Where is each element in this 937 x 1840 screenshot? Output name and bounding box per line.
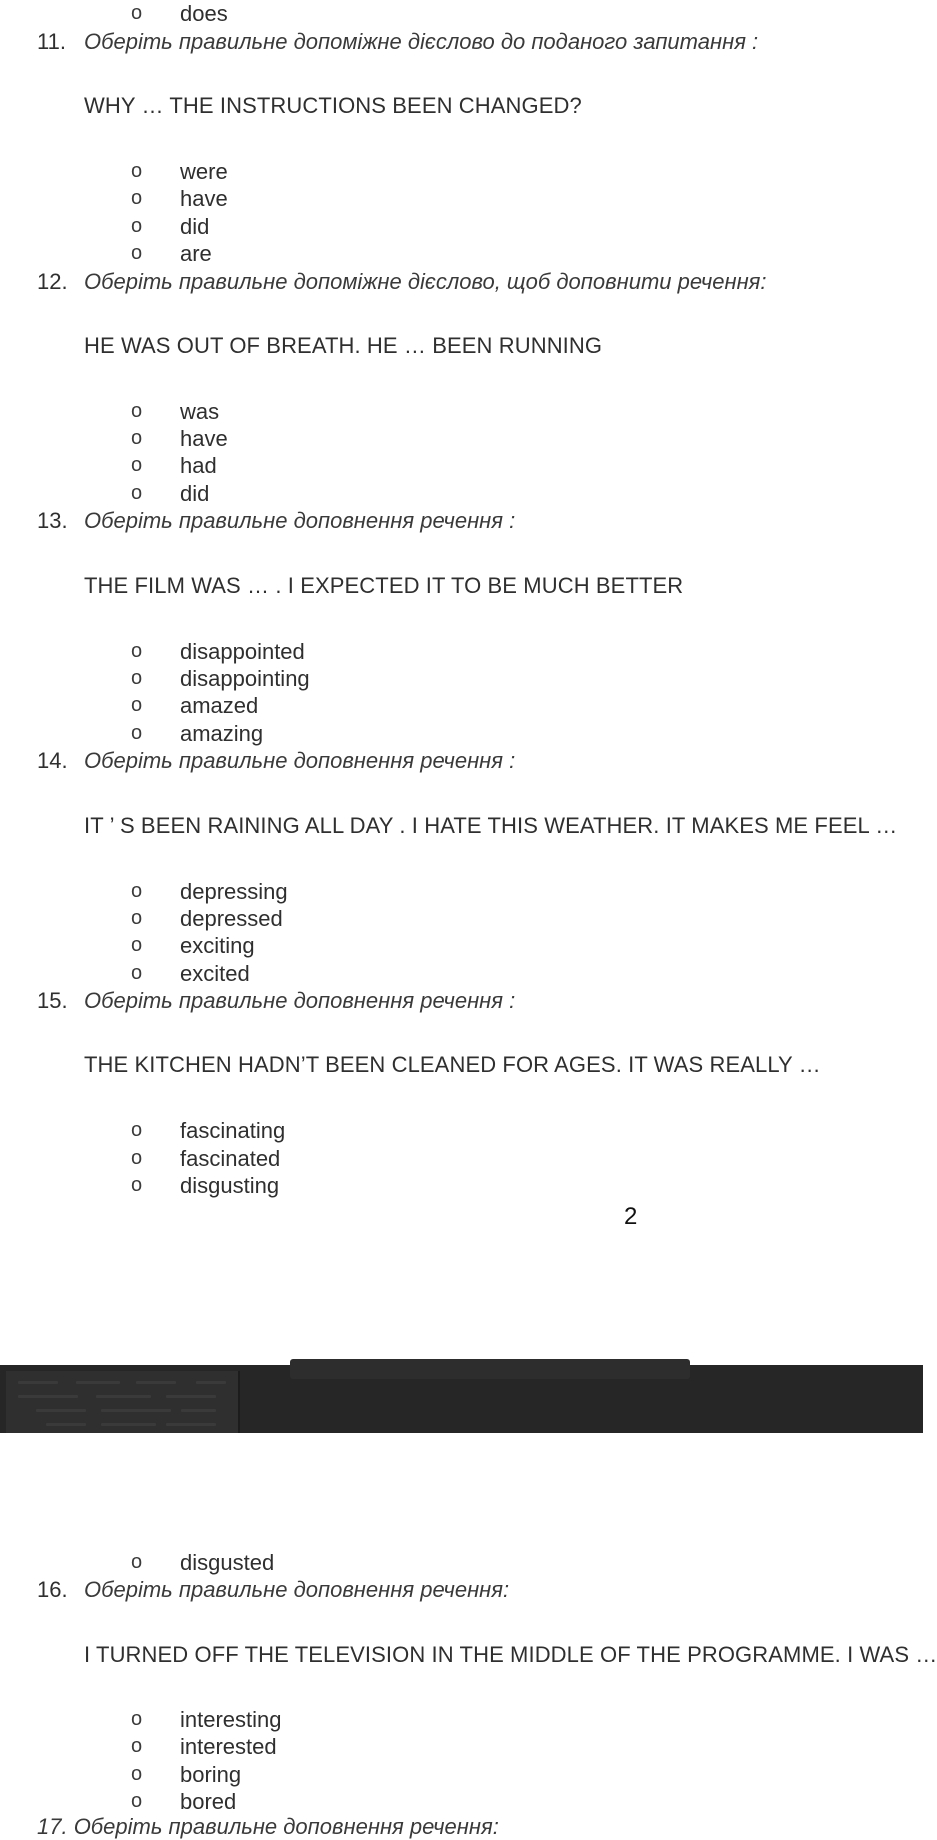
option-text[interactable]: disgusting (180, 1173, 280, 1198)
option-text[interactable]: amazed (180, 693, 259, 718)
option-text[interactable]: disgusted (180, 1550, 275, 1575)
option-radio[interactable]: o (131, 722, 143, 744)
option-radio[interactable]: o (131, 694, 143, 716)
option-text[interactable]: interested (180, 1734, 277, 1759)
question-prompt: Оберіть правильне доповнення речення: (84, 1577, 510, 1602)
option-radio[interactable]: o (131, 907, 143, 929)
option-text[interactable]: excited (180, 961, 250, 986)
option-text[interactable]: disappointed (180, 639, 305, 664)
faded-page-fragment (6, 1371, 240, 1433)
question-sentence: I TURNED OFF THE TELEVISION IN THE MIDDLE OF THE PROGRAMME. I WAS … (84, 1642, 937, 1667)
page-number: 2 (624, 1203, 638, 1230)
question-prompt: Оберіть правильне доповнення речення : (84, 748, 516, 773)
question-number: 15. (37, 988, 68, 1013)
option-text[interactable]: was (180, 399, 220, 424)
cut-off-question (37, 1813, 499, 1839)
question-number: 16. (37, 1577, 68, 1602)
question-sentence: WHY … THE INSTRUCTIONS BEEN CHANGED? (84, 93, 582, 118)
option-text[interactable]: interesting (180, 1707, 282, 1732)
option-text[interactable]: exciting (180, 933, 255, 958)
option-text[interactable]: had (180, 453, 217, 478)
option-radio[interactable]: o (131, 242, 143, 264)
option-text[interactable]: depressing (180, 879, 288, 904)
question-number: 14. (37, 748, 68, 773)
option-text: does (180, 1, 228, 26)
option-radio[interactable]: o (131, 1551, 143, 1573)
option-radio[interactable]: o (131, 667, 143, 689)
faded-heading-fragment (290, 1359, 690, 1379)
page-separator (0, 1365, 923, 1433)
option-radio[interactable]: o (131, 1147, 143, 1169)
option-radio[interactable]: o (131, 640, 143, 662)
option-radio[interactable]: o (131, 160, 143, 182)
option-text[interactable]: did (180, 481, 210, 506)
option-radio[interactable]: o (131, 427, 143, 449)
option-radio[interactable]: o (131, 482, 143, 504)
option-text[interactable]: bored (180, 1789, 237, 1814)
option-text[interactable]: have (180, 186, 228, 211)
option-radio[interactable]: o (131, 1174, 143, 1196)
question-prompt: Оберіть правильне доповнення речення : (84, 988, 516, 1013)
question-sentence: THE FILM WAS … . I EXPECTED IT TO BE MUCH BETTER (84, 573, 684, 598)
question-number: 13. (37, 508, 68, 533)
option-text[interactable]: depressed (180, 906, 283, 931)
option-text[interactable]: boring (180, 1762, 242, 1787)
option-radio[interactable]: o (131, 1763, 143, 1785)
option-text[interactable]: disappointing (180, 666, 310, 691)
option-text[interactable]: fascinated (180, 1146, 281, 1171)
option-radio[interactable]: o (131, 1708, 143, 1730)
option-radio[interactable]: o (131, 187, 143, 209)
option-radio[interactable]: o (131, 962, 143, 984)
option-radio[interactable]: o (131, 1735, 143, 1757)
option-radio[interactable]: o (131, 934, 143, 956)
question-sentence: HE WAS OUT OF BREATH. HE … BEEN RUNNING (84, 333, 603, 358)
question-sentence: THE KITCHEN HADN’T BEEN CLEANED FOR AGES. IT WAS REALLY … (84, 1052, 821, 1077)
option-radio[interactable]: o (131, 1119, 143, 1141)
option-radio[interactable]: o (131, 215, 143, 237)
option-text[interactable]: fascinating (180, 1118, 286, 1143)
option-text[interactable]: are (180, 241, 212, 266)
option-text[interactable]: were (180, 159, 228, 184)
question-number: 11. (37, 29, 66, 54)
cut-off-question-text: 17. Оберіть правильне доповнення речення: (37, 1814, 499, 1839)
option-text[interactable]: did (180, 214, 210, 239)
question-number: 12. (37, 269, 68, 294)
question-prompt: Оберіть правильне допоміжне дієслово, щоб доповнити речення: (84, 269, 767, 294)
option-text[interactable]: have (180, 426, 228, 451)
option-radio[interactable]: o (131, 400, 143, 422)
question-sentence: IT ’ S BEEN RAINING ALL DAY . I HATE THIS WEATHER. IT MAKES ME FEEL … (84, 813, 898, 838)
option-radio[interactable]: o (131, 1790, 143, 1812)
question-prompt: Оберіть правильне допоміжне дієслово до поданого запитання : (84, 29, 759, 54)
option-radio[interactable]: o (131, 880, 143, 902)
question-prompt: Оберіть правильне доповнення речення : (84, 508, 516, 533)
option-radio[interactable]: o (131, 454, 143, 476)
option-text[interactable]: amazing (180, 721, 264, 746)
option-bullet: o (131, 2, 143, 24)
